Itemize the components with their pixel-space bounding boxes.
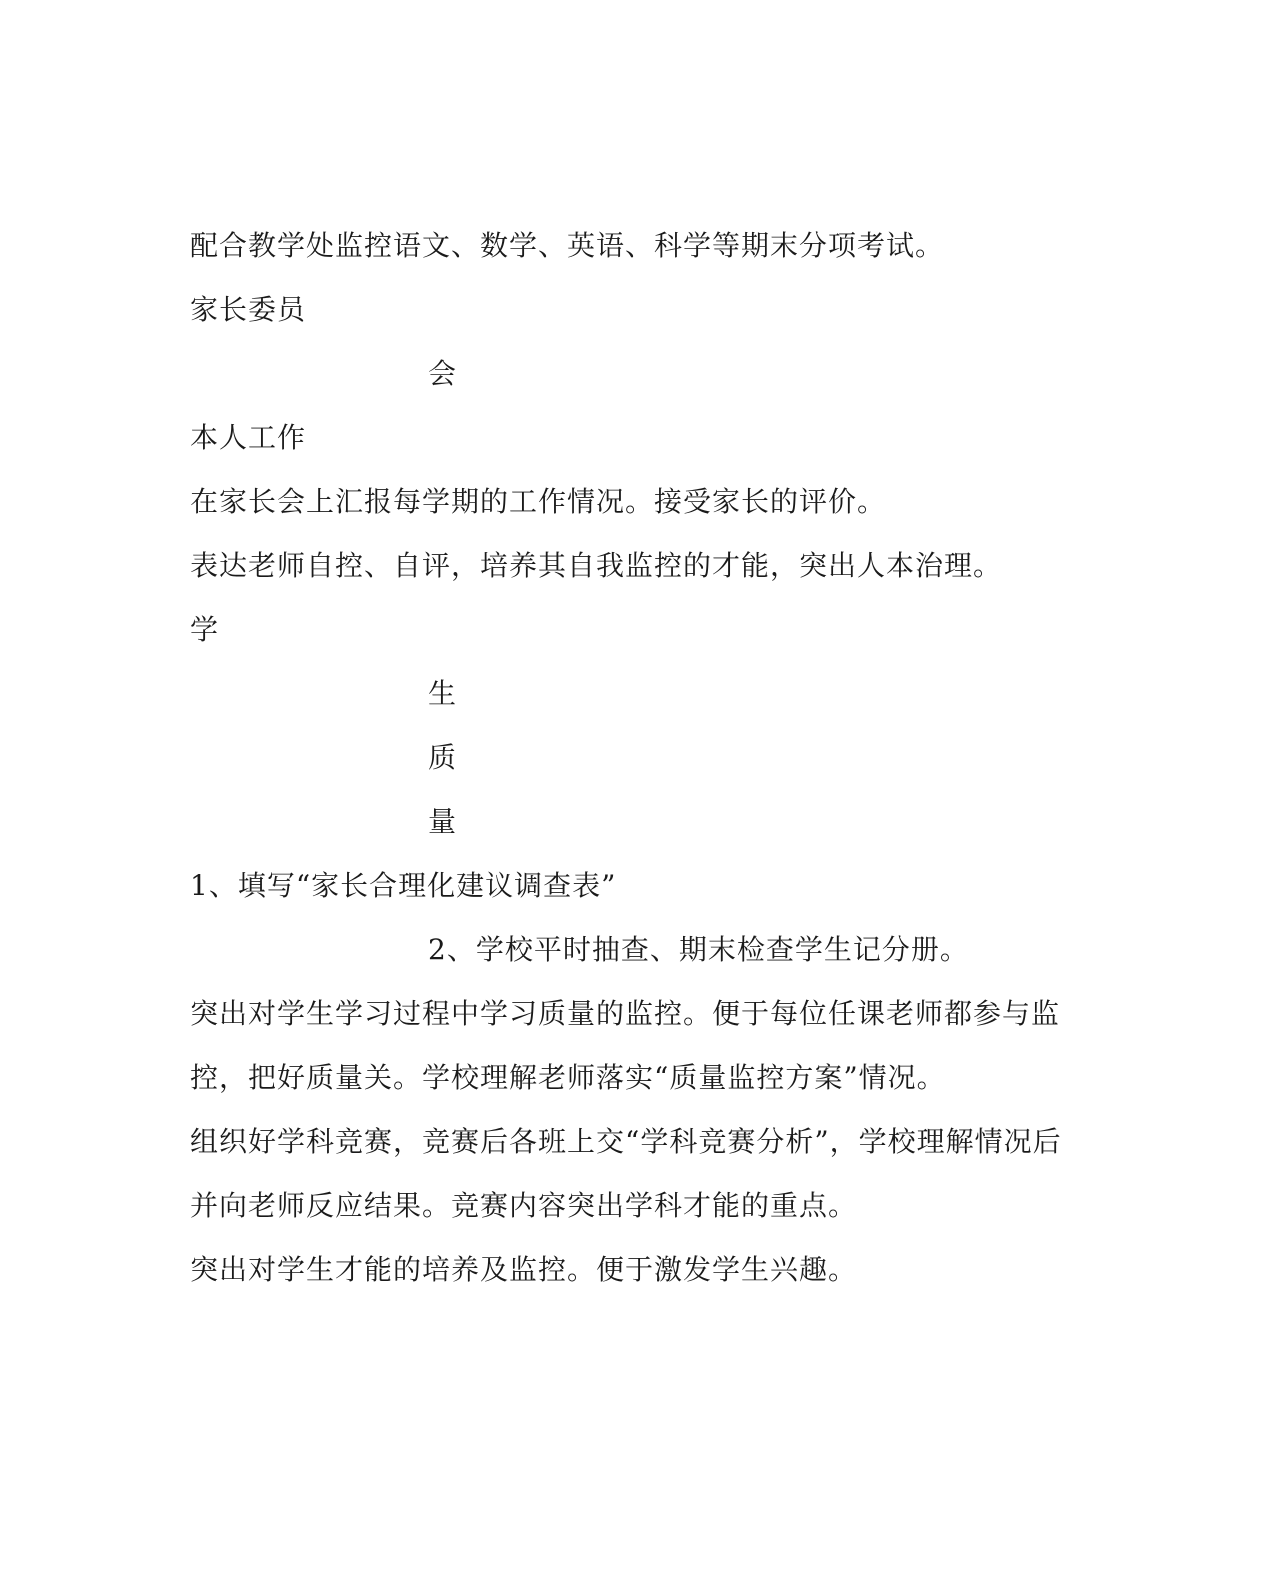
text-line-parent-committee: 家长委员 (190, 293, 307, 326)
text-line-char-xue: 学 (190, 613, 220, 646)
text-line-process-monitoring: 突出对学生学习过程中学习质量的监控。便于每位任课老师都参与监 (190, 997, 1061, 1030)
text-line-own-work: 本人工作 (190, 421, 307, 454)
text-line-spot-check: 2、学校平时抽查、期末检查学生记分册。 (428, 933, 969, 966)
text-line-survey-form: 1、填写“家长合理化建议调查表” (190, 869, 617, 902)
text-line-quality-plan: 控，把好质量关。学校理解老师落实“质量监控方案”情况。 (190, 1061, 946, 1094)
text-line-exam-monitoring: 配合教学处监控语文、数学、英语、科学等期末分项考试。 (190, 229, 945, 262)
text-line-contest-feedback: 并向老师反应结果。竞赛内容突出学科才能的重点。 (190, 1189, 858, 1222)
text-line-subject-contest: 组织好学科竞赛，竞赛后各班上交“学科竞赛分析”，学校理解情况后 (190, 1125, 1062, 1158)
text-line-committee-char: 会 (428, 357, 458, 390)
text-line-ability-training: 突出对学生才能的培养及监控。便于激发学生兴趣。 (190, 1253, 858, 1286)
text-line-char-liang: 量 (428, 805, 458, 838)
text-line-char-sheng: 生 (428, 677, 458, 710)
text-line-report-meeting: 在家长会上汇报每学期的工作情况。接受家长的评价。 (190, 485, 887, 518)
text-line-char-zhi: 质 (428, 741, 458, 774)
text-line-self-control: 表达老师自控、自评，培养其自我监控的才能，突出人本治理。 (190, 549, 1003, 582)
